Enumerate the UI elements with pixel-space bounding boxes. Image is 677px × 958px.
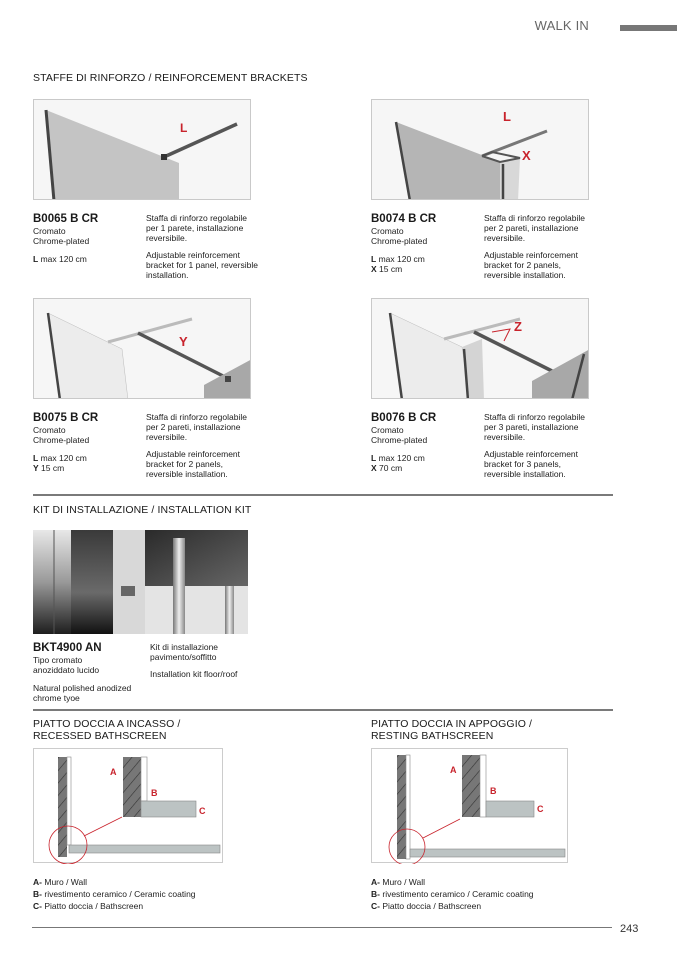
bracket-b0065-image [33, 99, 251, 200]
section-header-title: WALK IN [534, 18, 589, 33]
finish-en: Chrome-plated [371, 236, 428, 246]
spec-l: L max 120 cm [33, 254, 87, 264]
desc-it: Staffa di rinforzo regolabile per 1 parete, installazione reversibile. [146, 213, 247, 243]
product-code: B0076 B CR [371, 412, 437, 424]
legend-item-c: C- Piatto doccia / Bathscreen [33, 901, 144, 911]
resting-tray-legend [371, 876, 534, 912]
diagram-label-c: C [199, 806, 206, 816]
finish-it: Cromato [371, 425, 404, 435]
product-b0075-info [33, 412, 143, 473]
page-number: 243 [620, 923, 639, 935]
product-b0074-info [371, 213, 481, 274]
diagram-label-a: A [450, 765, 457, 775]
section-divider [33, 494, 613, 496]
spec-y: Y 15 cm [33, 463, 65, 473]
bracket-3-panel-illustration [372, 299, 589, 399]
desc-it: Staffa di rinforzo regolabile per 3 pareti, installazione reversibile. [484, 412, 585, 442]
product-b0065-info [33, 213, 143, 264]
bracket-2-panel-illustration [372, 100, 589, 200]
finish-it: Cromato [33, 226, 66, 236]
finish-it: Cromato [33, 425, 66, 435]
spec-l: L max 120 cm [371, 254, 425, 264]
diagram-label-a: A [110, 767, 117, 777]
legend-item-a: A- Muro / Wall [371, 877, 426, 887]
product-bkt4900-info [33, 642, 143, 703]
product-code: BKT4900 AN [33, 642, 102, 654]
finish-en: Chrome-plated [371, 435, 428, 445]
finish-en: Chrome-plated [33, 236, 90, 246]
resting-tray-section-drawing [372, 749, 569, 864]
section-divider [33, 709, 613, 711]
diagram-label-z: Z [514, 319, 522, 334]
section-header-bar [620, 25, 677, 31]
product-code: B0074 B CR [371, 213, 437, 225]
legend-item-b: B- rivestimento ceramico / Ceramic coating [33, 889, 196, 899]
product-code: B0075 B CR [33, 412, 99, 424]
bracket-b0076-image [371, 298, 589, 399]
desc-en: Adjustable reinforcement bracket for 2 panels, reversible installation. [484, 250, 579, 280]
finish-en: Natural polished anodized chrome tyoe [33, 683, 132, 703]
footer-rule [32, 927, 612, 928]
legend-item-a: A- Muro / Wall [33, 877, 88, 887]
finish-it: Tipo cromato anoziddato lucido [33, 655, 100, 675]
desc-en: Adjustable reinforcement bracket for 2 panels, reversible installation. [146, 449, 241, 479]
brackets-section-title: STAFFE DI RINFORZO / REINFORCEMENT BRACKETS [33, 72, 308, 84]
desc-en: Adjustable reinforcement bracket for 1 panel, reversible installation. [146, 250, 258, 280]
product-code: B0065 B CR [33, 213, 99, 225]
product-b0074-description [484, 213, 599, 280]
bracket-2-panel-y-illustration [34, 299, 251, 399]
resting-tray-diagram [371, 748, 568, 863]
finish-it: Cromato [371, 226, 404, 236]
resting-tray-title: PIATTO DOCCIA IN APPOGGIO / RESTING BATHSCREEN [371, 718, 533, 742]
desc-en: Installation kit floor/roof [150, 669, 238, 679]
spec-x: X 70 cm [371, 463, 403, 473]
installation-kit-photo [33, 530, 248, 634]
legend-item-b: B- rivestimento ceramico / Ceramic coating [371, 889, 534, 899]
bracket-b0074-image [371, 99, 589, 200]
product-b0065-description [146, 213, 261, 280]
diagram-label-b: B [490, 786, 497, 796]
diagram-label-b: B [151, 788, 158, 798]
diagram-label-l: L [503, 109, 511, 124]
desc-en: Adjustable reinforcement bracket for 3 panels, reversible installation. [484, 449, 579, 479]
kit-section-title: KIT DI INSTALLAZIONE / INSTALLATION KIT [33, 504, 252, 516]
product-bkt4900-description [150, 642, 250, 679]
finish-en: Chrome-plated [33, 435, 90, 445]
recessed-tray-diagram [33, 748, 223, 863]
recessed-tray-title: PIATTO DOCCIA A INCASSO / RECESSED BATHSCREEN [33, 718, 181, 742]
legend-item-c: C- Piatto doccia / Bathscreen [371, 901, 482, 911]
product-b0075-description [146, 412, 261, 479]
desc-it: Kit di installazione pavimento/soffitto [150, 642, 219, 662]
spec-l: L max 120 cm [371, 453, 425, 463]
diagram-label-y: Y [179, 334, 188, 349]
recessed-tray-legend [33, 876, 196, 912]
diagram-label-l: L [180, 121, 188, 135]
diagram-label-c: C [537, 804, 544, 814]
bracket-1-panel-illustration [34, 100, 251, 200]
desc-it: Staffa di rinforzo regolabile per 2 pareti, installazione reversibile. [146, 412, 247, 442]
installation-kit-photo-collage [33, 530, 248, 634]
spec-x: X 15 cm [371, 264, 403, 274]
diagram-label-x: X [522, 148, 531, 163]
product-b0076-info [371, 412, 481, 473]
desc-it: Staffa di rinforzo regolabile per 2 pareti, installazione reversibile. [484, 213, 585, 243]
spec-l: L max 120 cm [33, 453, 87, 463]
recessed-tray-section-drawing [34, 749, 224, 864]
bracket-b0075-image [33, 298, 251, 399]
product-b0076-description [484, 412, 599, 479]
